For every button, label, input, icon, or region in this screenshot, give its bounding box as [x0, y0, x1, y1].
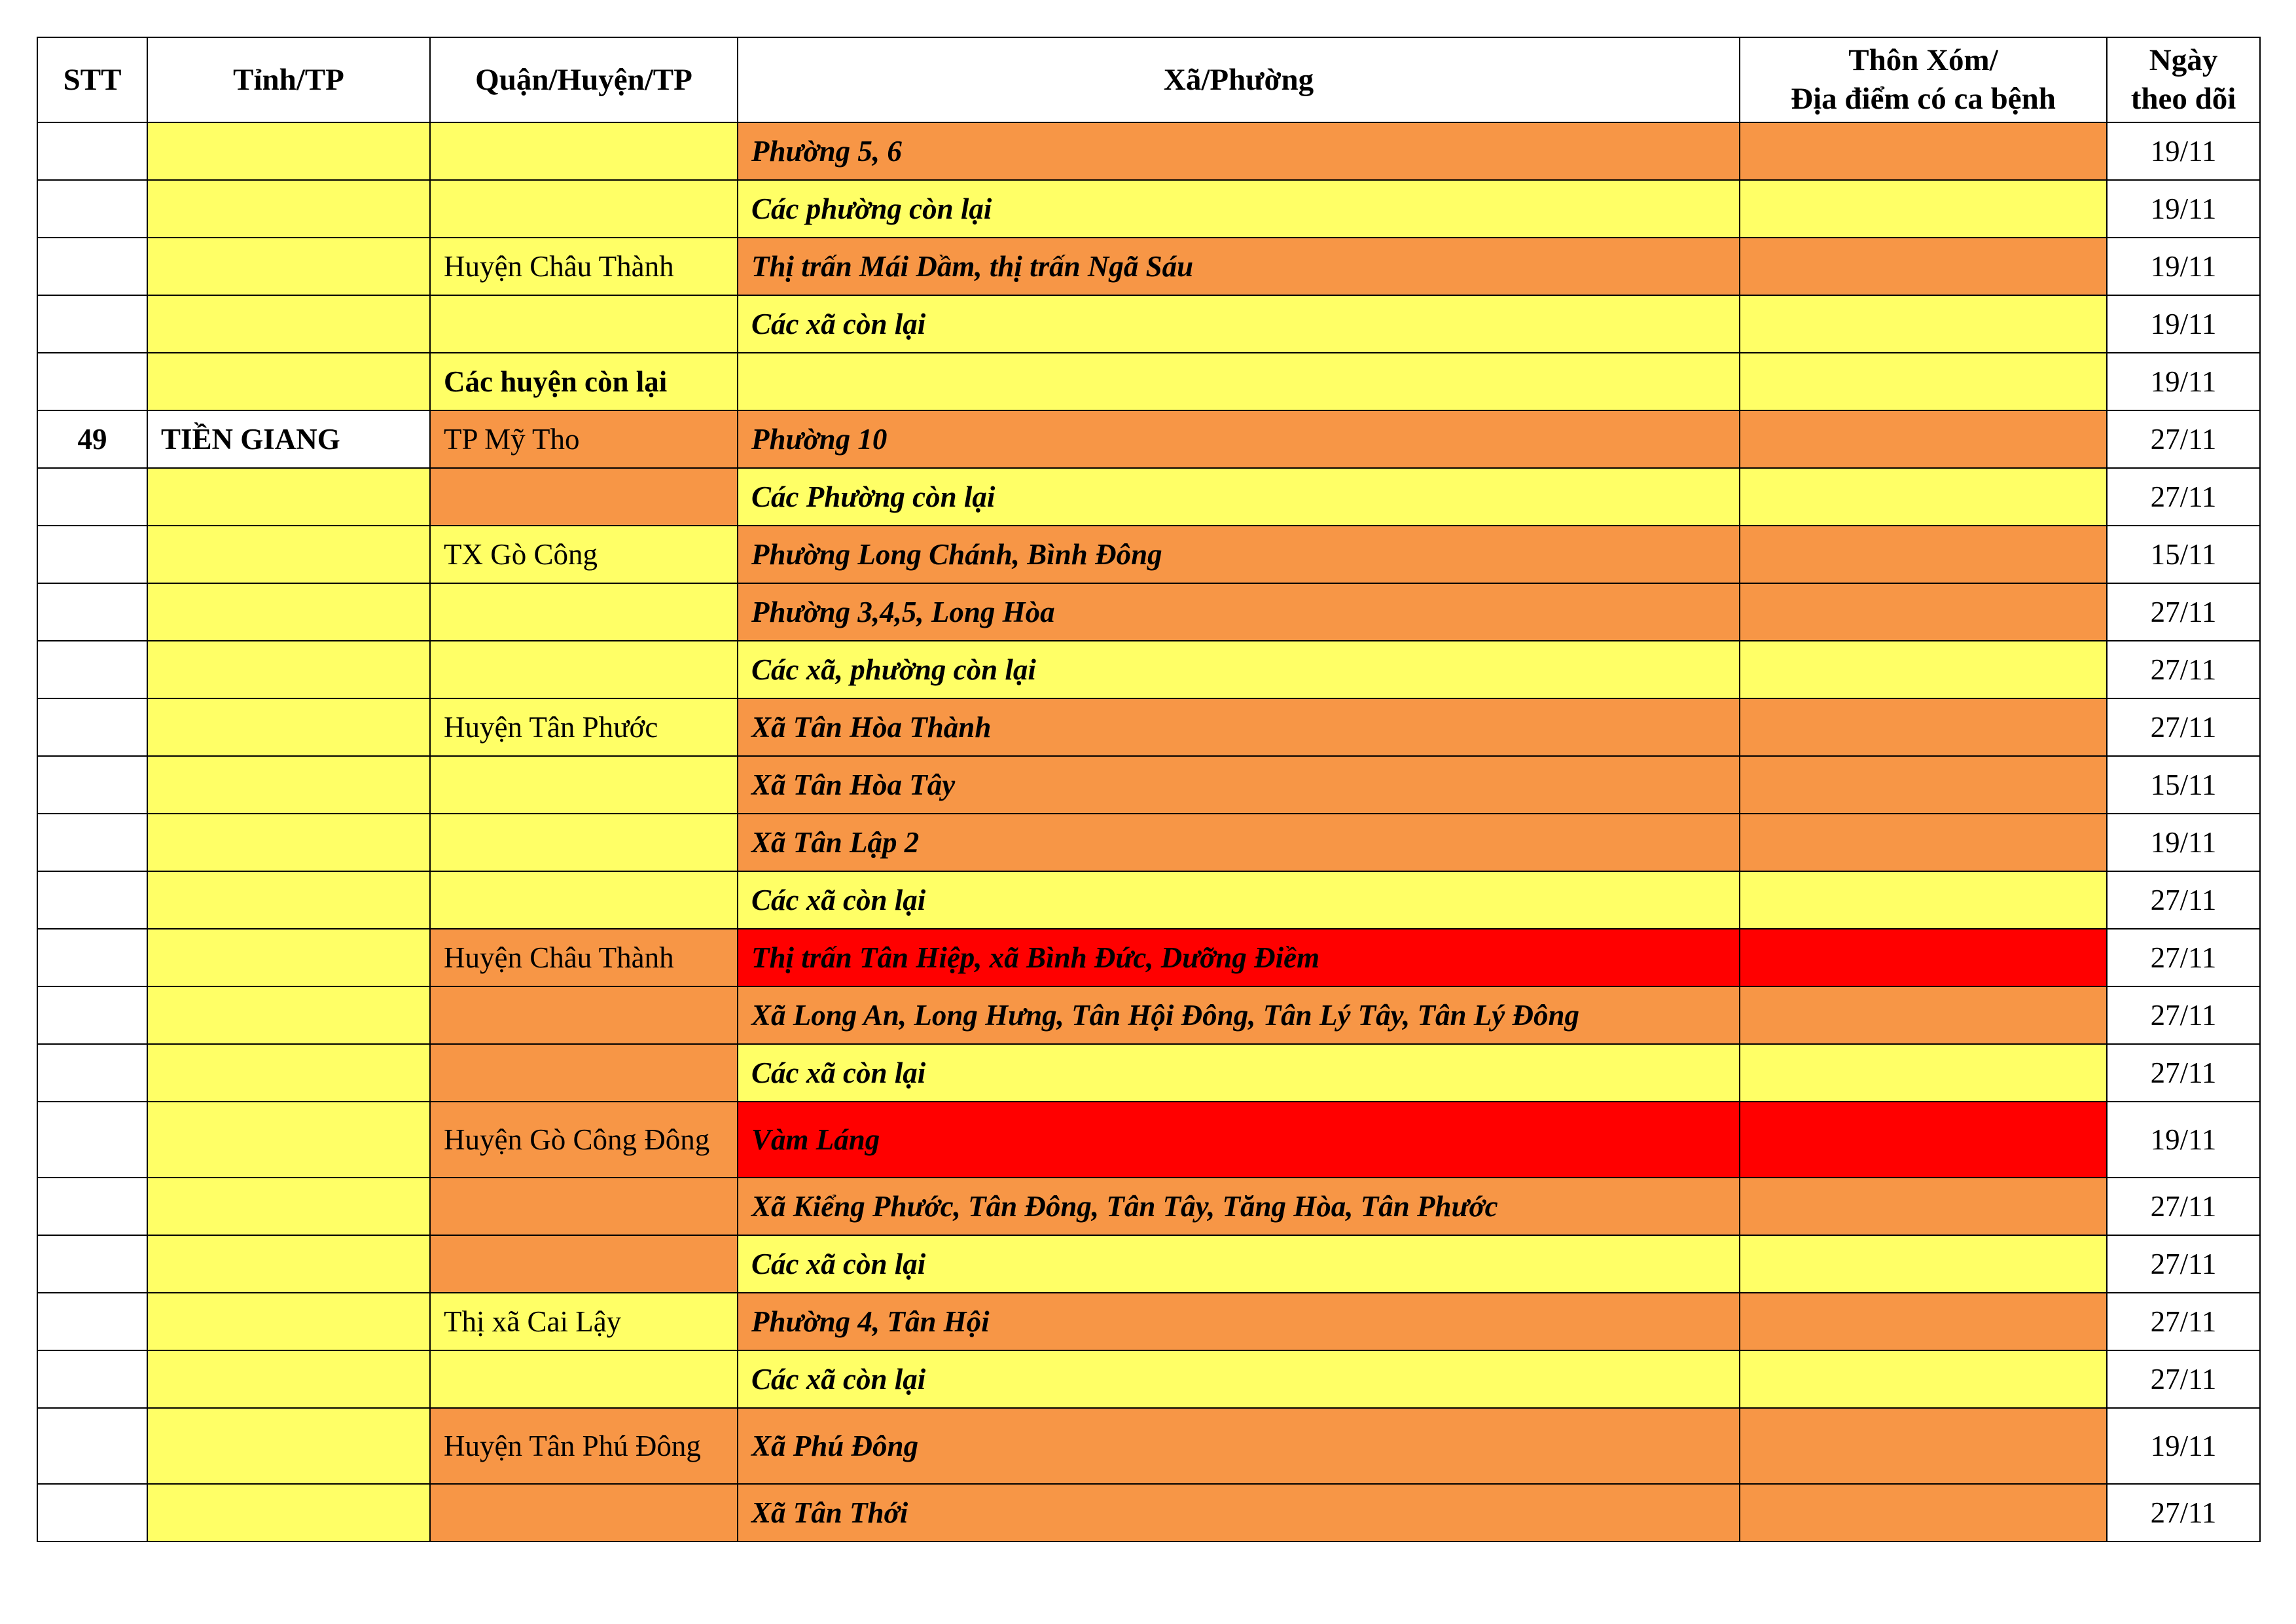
cell-xa: Phường Long Chánh, Bình Đông	[738, 526, 1740, 583]
cell-ngay: 27/11	[2107, 1484, 2260, 1542]
cell-ngay: 19/11	[2107, 180, 2260, 238]
cell-thon	[1740, 871, 2107, 929]
cell-thon	[1740, 1178, 2107, 1235]
cell-huyen	[430, 986, 738, 1044]
cell-tinh	[147, 295, 430, 353]
cell-huyen	[430, 583, 738, 641]
cell-huyen	[430, 756, 738, 814]
cell-xa: Xã Kiểng Phước, Tân Đông, Tân Tây, Tăng Hòa, Tân Phước	[738, 1178, 1740, 1235]
header-xa: Xã/Phường	[738, 37, 1740, 122]
header-thon	[1740, 37, 2107, 122]
header-ngay-line1: Ngày	[2149, 43, 2218, 77]
cell-tinh	[147, 468, 430, 526]
cell-stt	[37, 238, 147, 295]
cell-tinh	[147, 238, 430, 295]
table-row	[37, 122, 2260, 180]
cell-huyen: TX Gò Công	[430, 526, 738, 583]
cell-huyen	[430, 871, 738, 929]
cell-xa: Các Phường còn lại	[738, 468, 1740, 526]
table-row	[37, 295, 2260, 353]
cell-thon	[1740, 756, 2107, 814]
cell-ngay: 19/11	[2107, 122, 2260, 180]
cell-thon	[1740, 1484, 2107, 1542]
cell-xa: Xã Phú Đông	[738, 1408, 1740, 1484]
cell-xa: Thị trấn Tân Hiệp, xã Bình Đức, Dưỡng Điềm	[738, 929, 1740, 986]
cell-ngay: 19/11	[2107, 238, 2260, 295]
cell-stt	[37, 1235, 147, 1293]
cell-ngay: 27/11	[2107, 641, 2260, 698]
table-row	[37, 1102, 2260, 1178]
cell-thon	[1740, 1408, 2107, 1484]
cell-stt: 49	[37, 410, 147, 468]
cell-ngay: 27/11	[2107, 1044, 2260, 1102]
cell-stt	[37, 1293, 147, 1350]
cell-ngay: 27/11	[2107, 1235, 2260, 1293]
table-row	[37, 698, 2260, 756]
cell-ngay: 27/11	[2107, 871, 2260, 929]
cell-xa: Xã Tân Lập 2	[738, 814, 1740, 871]
cell-tinh: TIỀN GIANG	[147, 410, 430, 468]
cell-tinh	[147, 1044, 430, 1102]
cell-huyen	[430, 641, 738, 698]
cell-thon	[1740, 295, 2107, 353]
cell-xa: Các xã còn lại	[738, 295, 1740, 353]
table-row	[37, 814, 2260, 871]
cell-stt	[37, 1102, 147, 1178]
cell-xa: Xã Tân Thới	[738, 1484, 1740, 1542]
cell-tinh	[147, 180, 430, 238]
cell-thon	[1740, 468, 2107, 526]
table-row	[37, 1178, 2260, 1235]
cell-thon	[1740, 238, 2107, 295]
cell-tinh	[147, 1293, 430, 1350]
cell-tinh	[147, 1235, 430, 1293]
cell-stt	[37, 814, 147, 871]
cell-huyen: Huyện Tân Phước	[430, 698, 738, 756]
cell-ngay: 27/11	[2107, 1293, 2260, 1350]
cell-stt	[37, 180, 147, 238]
header-ngay	[2107, 37, 2260, 122]
table-row	[37, 1044, 2260, 1102]
cell-ngay: 27/11	[2107, 698, 2260, 756]
cell-thon	[1740, 122, 2107, 180]
cell-xa: Phường 4, Tân Hội	[738, 1293, 1740, 1350]
table-row	[37, 929, 2260, 986]
cell-tinh	[147, 698, 430, 756]
cell-stt	[37, 1178, 147, 1235]
commune-risk-table	[37, 37, 2261, 1542]
table-row	[37, 353, 2260, 410]
cell-huyen: Huyện Tân Phú Đông	[430, 1408, 738, 1484]
header-thon-line1: Thôn Xóm/	[1848, 43, 1998, 77]
cell-thon	[1740, 1293, 2107, 1350]
header-row	[37, 37, 2260, 122]
cell-ngay: 19/11	[2107, 1102, 2260, 1178]
table-row	[37, 1484, 2260, 1542]
cell-xa	[738, 353, 1740, 410]
cell-thon	[1740, 1350, 2107, 1408]
cell-thon	[1740, 814, 2107, 871]
cell-stt	[37, 641, 147, 698]
table-row	[37, 410, 2260, 468]
header-ngay-line2: theo dõi	[2130, 82, 2236, 116]
cell-huyen	[430, 814, 738, 871]
cell-stt	[37, 929, 147, 986]
table-row	[37, 1235, 2260, 1293]
cell-xa: Phường 10	[738, 410, 1740, 468]
cell-thon	[1740, 583, 2107, 641]
cell-xa: Phường 3,4,5, Long Hòa	[738, 583, 1740, 641]
cell-huyen	[430, 122, 738, 180]
cell-ngay: 27/11	[2107, 583, 2260, 641]
cell-ngay: 27/11	[2107, 410, 2260, 468]
cell-stt	[37, 986, 147, 1044]
table-row	[37, 468, 2260, 526]
cell-stt	[37, 1350, 147, 1408]
cell-tinh	[147, 871, 430, 929]
cell-ngay: 19/11	[2107, 295, 2260, 353]
cell-huyen	[430, 180, 738, 238]
cell-tinh	[147, 929, 430, 986]
cell-thon	[1740, 986, 2107, 1044]
table-row	[37, 583, 2260, 641]
cell-tinh	[147, 353, 430, 410]
cell-stt	[37, 871, 147, 929]
cell-huyen: Huyện Châu Thành	[430, 929, 738, 986]
cell-ngay: 15/11	[2107, 756, 2260, 814]
cell-xa: Xã Tân Hòa Thành	[738, 698, 1740, 756]
cell-xa: Các phường còn lại	[738, 180, 1740, 238]
cell-tinh	[147, 526, 430, 583]
cell-xa: Xã Tân Hòa Tây	[738, 756, 1740, 814]
table-row	[37, 871, 2260, 929]
table-row	[37, 641, 2260, 698]
cell-stt	[37, 1044, 147, 1102]
table-row	[37, 238, 2260, 295]
table-row	[37, 986, 2260, 1044]
header-stt: STT	[37, 37, 147, 122]
cell-thon	[1740, 353, 2107, 410]
table-row	[37, 1293, 2260, 1350]
cell-tinh	[147, 1484, 430, 1542]
cell-huyen	[430, 1350, 738, 1408]
cell-huyen: Huyện Châu Thành	[430, 238, 738, 295]
cell-xa: Xã Long An, Long Hưng, Tân Hội Đông, Tân Lý Tây, Tân Lý Đông	[738, 986, 1740, 1044]
table-row	[37, 756, 2260, 814]
cell-xa: Các xã còn lại	[738, 871, 1740, 929]
cell-ngay: 19/11	[2107, 814, 2260, 871]
cell-stt	[37, 526, 147, 583]
cell-tinh	[147, 1408, 430, 1484]
cell-thon	[1740, 641, 2107, 698]
cell-huyen: Các huyện còn lại	[430, 353, 738, 410]
cell-ngay: 27/11	[2107, 929, 2260, 986]
cell-huyen: TP Mỹ Tho	[430, 410, 738, 468]
cell-ngay: 19/11	[2107, 1408, 2260, 1484]
cell-ngay: 27/11	[2107, 986, 2260, 1044]
table-row	[37, 1350, 2260, 1408]
cell-ngay: 27/11	[2107, 1350, 2260, 1408]
cell-tinh	[147, 1102, 430, 1178]
cell-thon	[1740, 180, 2107, 238]
cell-tinh	[147, 641, 430, 698]
cell-xa: Các xã, phường còn lại	[738, 641, 1740, 698]
cell-xa: Các xã còn lại	[738, 1235, 1740, 1293]
cell-stt	[37, 295, 147, 353]
cell-stt	[37, 353, 147, 410]
cell-stt	[37, 756, 147, 814]
cell-stt	[37, 468, 147, 526]
cell-ngay: 27/11	[2107, 468, 2260, 526]
cell-stt	[37, 122, 147, 180]
cell-huyen	[430, 468, 738, 526]
cell-huyen: Thị xã Cai Lậy	[430, 1293, 738, 1350]
header-tinh: Tỉnh/TP	[147, 37, 430, 122]
cell-tinh	[147, 583, 430, 641]
cell-huyen	[430, 1484, 738, 1542]
cell-thon	[1740, 929, 2107, 986]
cell-tinh	[147, 1350, 430, 1408]
header-thon-line2: Địa điểm có ca bệnh	[1791, 82, 2056, 116]
cell-tinh	[147, 756, 430, 814]
table-row	[37, 1408, 2260, 1484]
cell-stt	[37, 1484, 147, 1542]
cell-xa: Các xã còn lại	[738, 1350, 1740, 1408]
table-row	[37, 526, 2260, 583]
cell-ngay: 15/11	[2107, 526, 2260, 583]
cell-thon	[1740, 410, 2107, 468]
cell-huyen	[430, 1178, 738, 1235]
cell-xa: Thị trấn Mái Dầm, thị trấn Ngã Sáu	[738, 238, 1740, 295]
cell-thon	[1740, 526, 2107, 583]
cell-huyen	[430, 1044, 738, 1102]
cell-tinh	[147, 814, 430, 871]
cell-xa: Vàm Láng	[738, 1102, 1740, 1178]
cell-tinh	[147, 986, 430, 1044]
cell-stt	[37, 583, 147, 641]
cell-stt	[37, 698, 147, 756]
table-row	[37, 180, 2260, 238]
cell-thon	[1740, 698, 2107, 756]
cell-thon	[1740, 1044, 2107, 1102]
cell-ngay: 27/11	[2107, 1178, 2260, 1235]
cell-xa: Phường 5, 6	[738, 122, 1740, 180]
cell-thon	[1740, 1235, 2107, 1293]
cell-tinh	[147, 122, 430, 180]
header-huyen: Quận/Huyện/TP	[430, 37, 738, 122]
cell-xa: Các xã còn lại	[738, 1044, 1740, 1102]
cell-huyen	[430, 295, 738, 353]
cell-tinh	[147, 1178, 430, 1235]
cell-thon	[1740, 1102, 2107, 1178]
cell-huyen: Huyện Gò Công Đông	[430, 1102, 738, 1178]
cell-ngay: 19/11	[2107, 353, 2260, 410]
cell-stt	[37, 1408, 147, 1484]
cell-huyen	[430, 1235, 738, 1293]
